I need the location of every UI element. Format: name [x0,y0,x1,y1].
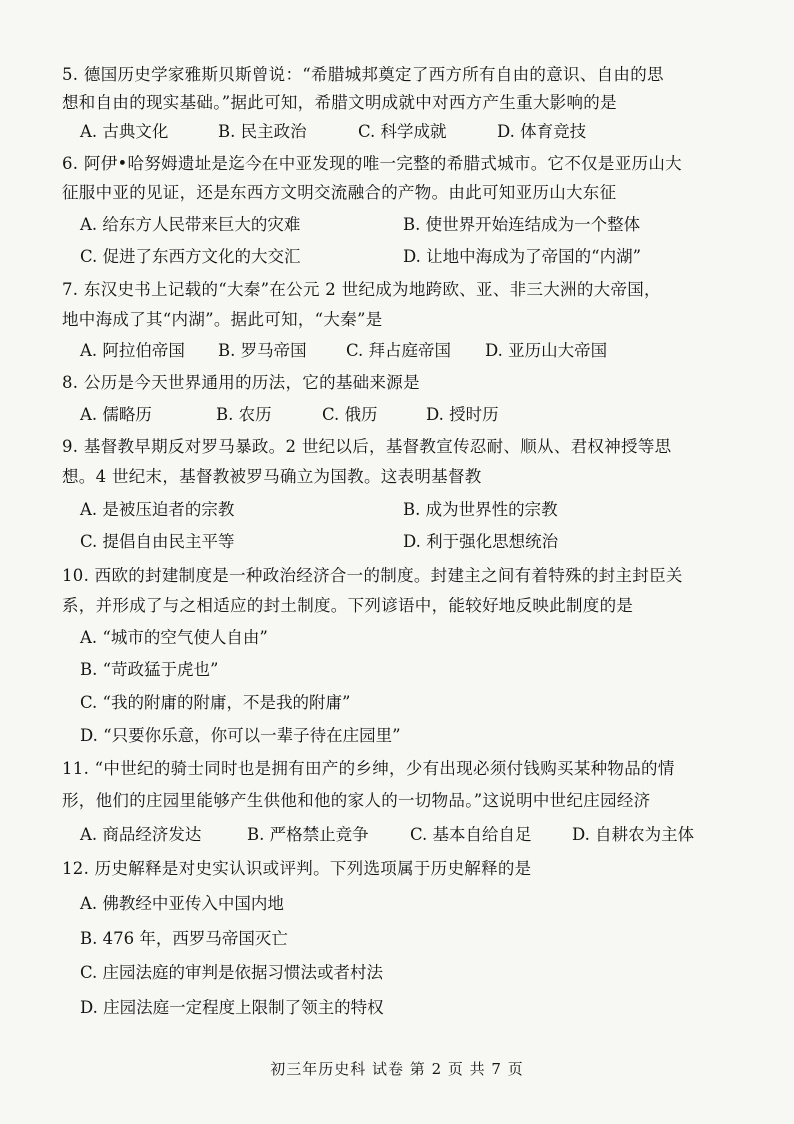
question-7-stem-line-1: 7. 东汉史书上记载的“大秦”在公元 2 世纪成为地跨欧、亚、非三大洲的大帝国， [62,280,661,299]
question-7-stem-line-2: 地中海成了其“内湖”。据此可知，“大秦”是 [62,310,383,329]
question-11-option-c: C. 基本自给自足 [410,825,532,844]
question-6-stem-line-1: 6. 阿伊•哈努姆遗址是迄今在中亚发现的唯一完整的希腊式城市。它不仅是亚历山大 [62,154,682,173]
question-9-option-a: A. 是被压迫者的宗教 [80,500,235,519]
question-10-option-a: A. “城市的空气使人自由” [80,628,268,647]
question-12-stem: 12. 历史解释是对史实认识或评判。下列选项属于历史解释的是 [62,859,532,878]
question-5-option-d: D. 体育竞技 [497,122,587,141]
question-12-option-d: D. 庄园法庭一定程度上限制了领主的特权 [80,998,384,1017]
question-11-stem-line-1: 11. “中世纪的骑士同时也是拥有田产的乡绅，少有出现必须付钱购买某种物品的情 [62,759,675,778]
question-5-option-b: B. 民主政治 [218,122,307,141]
question-10-stem-line-1: 10. 西欧的封建制度是一种政治经济合一的制度。封建主之间有着特殊的封主封臣关 [62,566,683,585]
question-12-option-c: C. 庄园法庭的审判是依据习惯法或者村法 [80,963,384,982]
question-10-option-c: C. “我的附庸的附庸，不是我的附庸” [80,693,351,712]
question-6-option-c: C. 促进了东西方文化的大交汇 [80,247,301,266]
question-5-option-a: A. 古典文化 [80,122,169,141]
question-12-option-a: A. 佛教经中亚传入中国内地 [80,894,284,913]
question-11-stem-line-2: 形，他们的庄园里能够产生供他和他的家人的一切物品。”这说明中世纪庄园经济 [62,791,651,810]
question-6-option-b: B. 使世界开始连结成为一个整体 [403,215,641,234]
question-10-option-b: B. “苛政猛于虎也” [80,660,219,679]
question-11-option-a: A. 商品经济发达 [80,825,202,844]
question-6-option-a: A. 给东方人民带来巨大的灾难 [80,215,301,234]
page-footer: 初三年历史科 试卷 第 2 页 共 7 页 [270,1060,524,1078]
question-9-option-b: B. 成为世界性的宗教 [403,500,558,519]
question-8-stem: 8. 公历是今天世界通用的历法，它的基础来源是 [62,373,420,392]
question-8-option-c: C. 俄历 [322,405,378,424]
question-8-option-b: B. 农历 [216,405,272,424]
question-5-stem-line-2: 想和自由的现实基础。”据此可知，希腊文明成就中对西方产生重大影响的是 [62,93,617,112]
question-8-option-d: D. 授时历 [426,405,499,424]
question-9-option-d: D. 利于强化思想统治 [403,532,559,551]
question-6-option-d: D. 让地中海成为了帝国的“内湖” [403,247,642,266]
question-12-option-b: B. 476 年，西罗马帝国灭亡 [80,929,288,948]
question-8-option-a: A. 儒略历 [80,405,152,424]
question-5-stem-line-1: 5. 德国历史学家雅斯贝斯曾说：“希腊城邦奠定了西方所有自由的意识、自由的思 [62,65,664,84]
question-10-stem-line-2: 系，并形成了与之相适应的封土制度。下列谚语中，能较好地反映此制度的是 [62,596,634,615]
question-7-option-c: C. 拜占庭帝国 [346,341,452,360]
question-11-option-b: B. 严格禁止竞争 [247,825,369,844]
question-10-option-d: D. “只要你乐意，你可以一辈子待在庄园里” [80,726,401,745]
question-7-option-d: D. 亚历山大帝国 [485,341,608,360]
question-11-option-d: D. 自耕农为主体 [572,825,695,844]
question-7-option-b: B. 罗马帝国 [218,341,307,360]
question-7-option-a: A. 阿拉伯帝国 [80,341,185,360]
question-9-option-c: C. 提倡自由民主平等 [80,532,235,551]
question-9-stem-line-1: 9. 基督教早期反对罗马暴政。2 世纪以后，基督教宣传忍耐、顺从、君权神授等思 [62,437,672,456]
question-6-stem-line-2: 征服中亚的见证，还是东西方文明交流融合的产物。由此可知亚历山大东征 [62,183,617,202]
question-9-stem-line-2: 想。4 世纪末，基督教被罗马确立为国教。这表明基督教 [62,467,482,486]
question-5-option-c: C. 科学成就 [358,122,447,141]
